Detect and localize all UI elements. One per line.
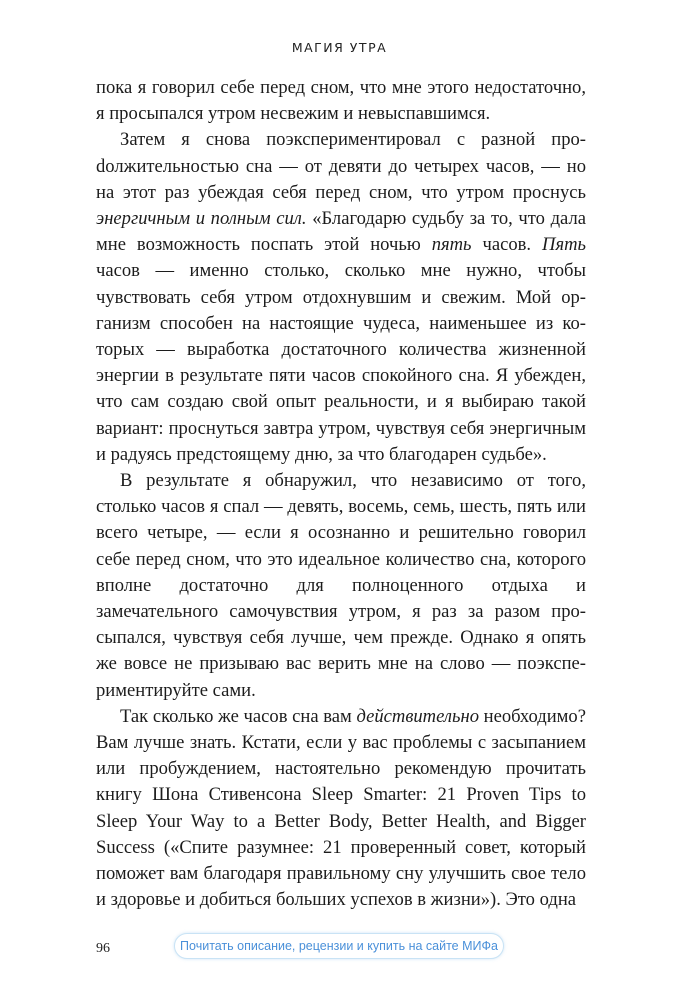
- italic-run: действительно: [356, 705, 479, 727]
- paragraph: [96, 127, 586, 468]
- paragraph: [96, 468, 586, 704]
- paragraph: [96, 75, 586, 127]
- italic-run: энергичным и полным сил.: [96, 208, 307, 230]
- text-run: часов.: [471, 234, 543, 256]
- text-run: Так сколько же часов сна вам: [120, 705, 357, 727]
- text-run: пока я говорил себе перед сном, что мне этого недостаточно, я просыпался утром несвежим и невыспавшимся.: [96, 77, 586, 125]
- text-run: «Благодарю судьбу за то, что дала мне возможность поспать этой ночью: [96, 208, 586, 256]
- running-head: МАГИЯ УТРА: [291, 40, 388, 55]
- text-run: часов — именно столько, сколько мне нужно, чтобы чувствовать себя утром отдохнувшим и свежим. Мой организм способен на настоящие чудеса, наименьшее из которых — выработка достаточного количества жизненной энергии в результате пяти часов спокойного сна. Я убежден, что сам создаю свой опыт реальности, и я выбираю такой вариант: проснуться завтра утром, чувствуя себя энергичным и радуясь предстоящему дню, за что благодарен судьбе».: [96, 260, 586, 465]
- italic-run: Пять: [542, 234, 586, 256]
- text-run: В результате я обнаружил, что независимо от того, столько часов я спал — девять, восемь, семь, шесть, пять или всего четыре, — если я осознанно и решительно говорил себе перед сном, что это идеальное количество сна, которого вполне достаточно для полноценного отдыха и замечательного самочувствия утром, я раз за разом просыпался, чувствуя себя лучше, чем прежде. Однако я опять же вовсе не призываю вас верить мне на слово — поэкспериментируйте сами.: [96, 470, 586, 701]
- page-number: 96: [96, 941, 110, 956]
- text-run: необходимо? Вам лучше знать. Кстати, если у вас проблемы с засыпанием или пробуждением, настоятельно рекомендую прочитать книгу Шона Стивенсона Sleep Smarter: 21 Proven Tips to Sleep Your Way to a Better Body, Better Health, and Bigger Success («Спите разумнее: 21 проверенный совет, который поможет вам благодаря правильному сну улучшить свое тело и здоровье и добиться больших успехов в жизни»). Это одна: [96, 705, 586, 911]
- text-run: Затем я снова поэкспериментировал с разной проdолжительностью сна — от девяти до четырех часов, — но на этот раз убеждая себя перед сном, что утром проснусь: [96, 129, 586, 203]
- italic-run: пять: [431, 234, 472, 256]
- paragraph: [96, 704, 586, 914]
- body-text: [96, 75, 586, 914]
- mif-store-link[interactable]: Почитать описание, рецензии и купить на сайте МИФа: [174, 933, 504, 959]
